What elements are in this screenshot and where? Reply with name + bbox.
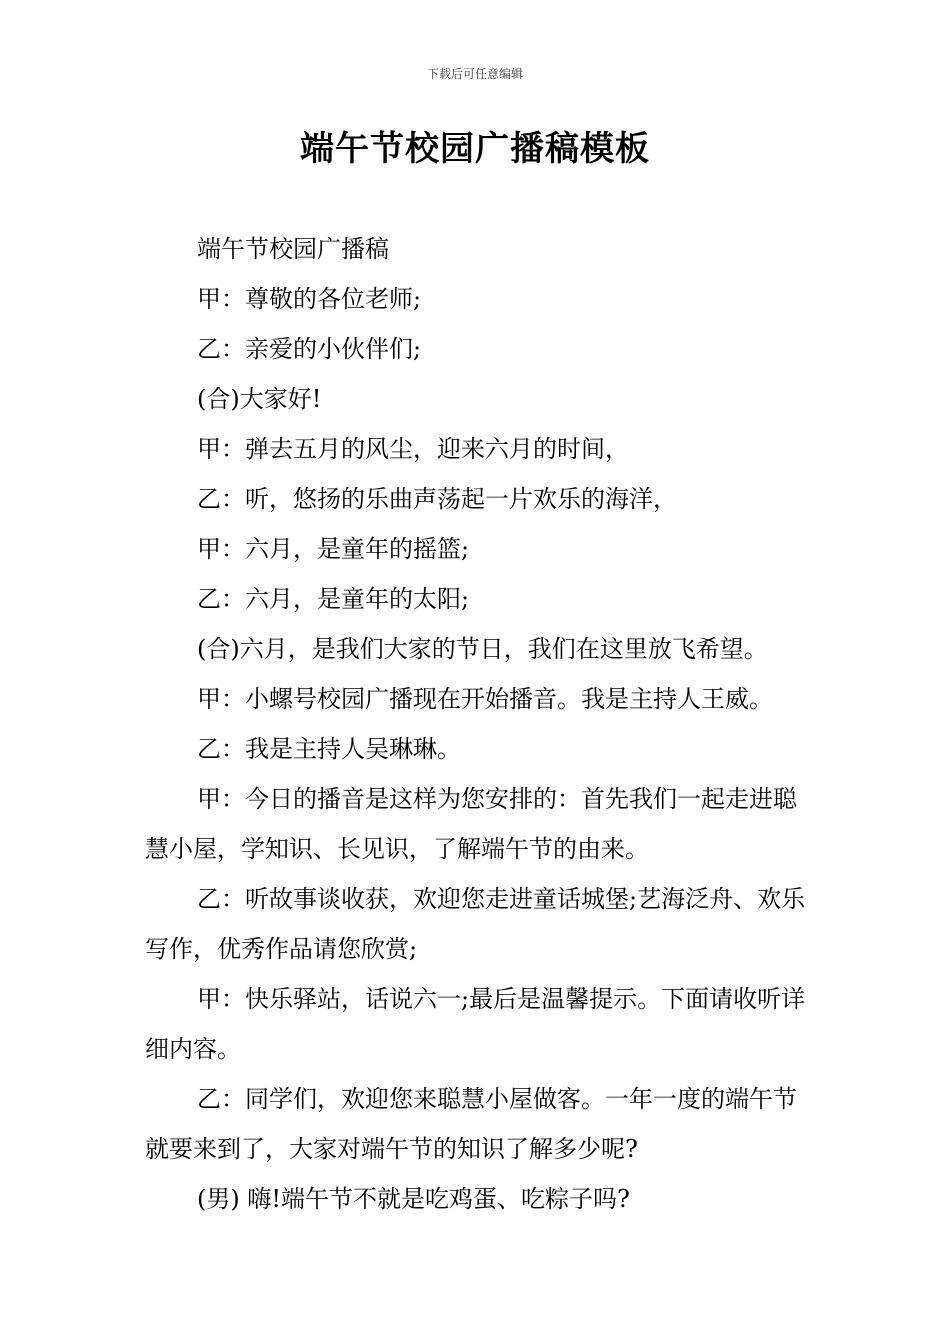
paragraph: (合)六月，是我们大家的节日，我们在这里放飞希望。 (197, 635, 768, 663)
paragraph: 甲：今日的播音是这样为您安排的：首先我们一起走进聪慧小屋，学知识、长见识，了解端午节的由来。 (145, 785, 797, 863)
paragraph: 甲：小螺号校园广播现在开始播音。我是主持人王威。 (197, 685, 773, 713)
paragraph: 乙：六月，是童年的太阳; (197, 585, 470, 613)
paragraph: 端午节校园广播稿 (197, 235, 389, 263)
paragraph: (男) 嗨!端午节不就是吃鸡蛋、吃粽子吗? (197, 1185, 630, 1213)
document-body (145, 224, 810, 1224)
paragraph: 乙：我是主持人吴琳琳。 (197, 735, 461, 763)
paragraph: 甲：快乐驿站，话说六一;最后是温馨提示。下面请收听详细内容。 (145, 985, 806, 1063)
paragraph: 乙：亲爱的小伙伴们; (197, 335, 422, 363)
paragraph: 甲：尊敬的各位老师; (197, 285, 422, 313)
document-title: 端午节校园广播稿模板 (300, 129, 650, 169)
paragraph: 乙：听，悠扬的乐曲声荡起一片欢乐的海洋， (197, 485, 677, 513)
paragraph: 甲：弹去五月的风尘，迎来六月的时间， (197, 435, 629, 463)
paragraph: 甲：六月，是童年的摇篮; (197, 535, 470, 563)
paragraph: 乙：听故事谈收获，欢迎您走进童话城堡;艺海泛舟、欢乐写作，优秀作品请您欣赏; (145, 885, 806, 963)
paragraph: 乙：同学们，欢迎您来聪慧小屋做客。一年一度的端午节就要来到了，大家对端午节的知识了解多少呢? (145, 1085, 797, 1163)
header-note: 下载后可任意编辑 (426, 67, 523, 81)
paragraph: (合)大家好! (197, 385, 322, 413)
